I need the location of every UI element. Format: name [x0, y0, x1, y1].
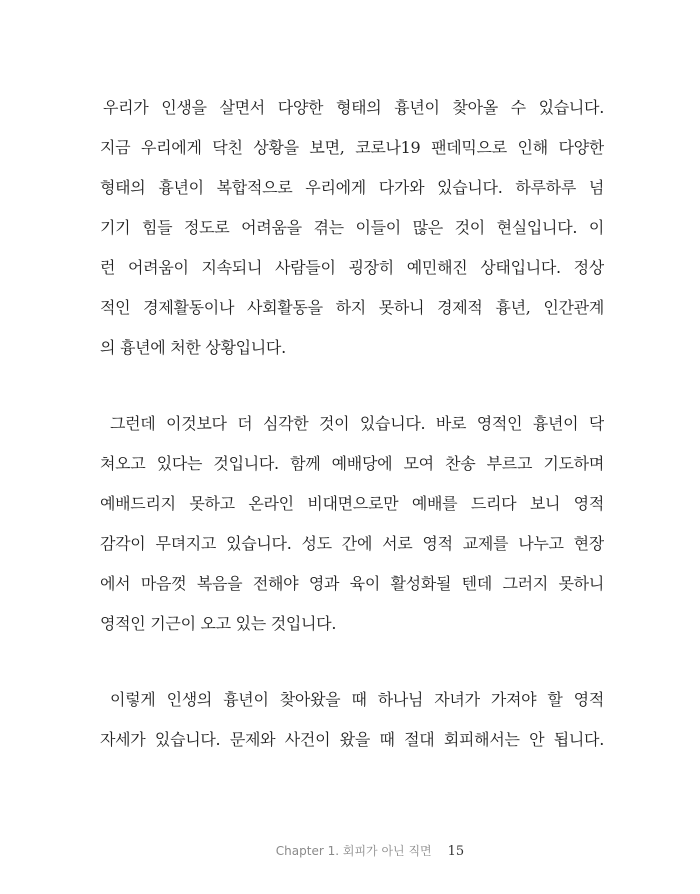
text-line: 감각이 무뎌지고 있습니다. 성도 간에 서로 영적 교제를 나누고 현장: [100, 534, 604, 553]
text-line: 의 흉년에 처한 상황입니다.: [100, 338, 286, 357]
text-line: 에서 마음껏 복음을 전해야 영과 육이 활성화될 텐데 그러지 못하니: [100, 574, 604, 593]
page-number: 15: [447, 844, 465, 859]
paragraph-gap: [100, 644, 604, 680]
text-line: 이렇게 인생의 흉년이 찾아왔을 때 하나님 자녀가 가져야 할 영적: [110, 690, 604, 709]
text-line: 쳐오고 있다는 것입니다. 함께 예배당에 모여 찬송 부르고 기도하며: [100, 454, 604, 473]
text-line: 우리가 인생을 살면서 다양한 형태의 흉년이 찾아올 수 있습니다.: [103, 98, 604, 117]
text-line: 형태의 흉년이 복합적으로 우리에게 다가와 있습니다. 하루하루 넘: [100, 178, 604, 197]
paragraph-1: [100, 88, 604, 368]
paragraph-gap: [100, 368, 604, 404]
text-line: 영적인 기근이 오고 있는 것입니다.: [100, 614, 337, 633]
text-line: 그런데 이것보다 더 심각한 것이 있습니다. 바로 영적인 흉년이 닥: [110, 414, 604, 433]
text-line: 자세가 있습니다. 문제와 사건이 왔을 때 절대 회피해서는 안 됩니다.: [100, 730, 604, 749]
text-line: 지금 우리에게 닥친 상황을 보면, 코로나19 팬데믹으로 인해 다양한: [100, 138, 604, 157]
paragraph-3: [100, 680, 604, 760]
text-line: 예배드리지 못하고 온라인 비대면으로만 예배를 드리다 보니 영적: [100, 494, 604, 513]
text-line: 런 어려움이 지속되니 사람들이 굉장히 예민해진 상태입니다. 정상: [100, 258, 604, 277]
text-line: 적인 경제활동이나 사회활동을 하지 못하니 경제적 흉년, 인간관계: [100, 298, 604, 317]
paragraph-2: [100, 404, 604, 644]
running-footer-chapter: Chapter 1. 회피가 아닌 직면: [275, 844, 432, 858]
text-line: 기기 힘들 정도로 어려움을 겪는 이들이 많은 것이 현실입니다. 이: [100, 218, 604, 237]
body-text: [100, 88, 604, 760]
page-footer: [0, 842, 700, 859]
